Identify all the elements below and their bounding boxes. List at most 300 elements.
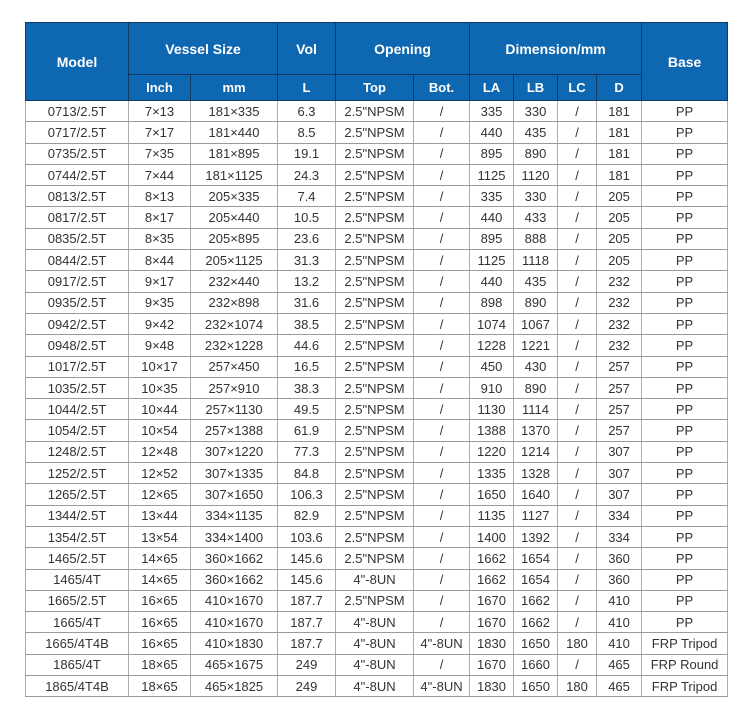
cell-vol: 7.4 [278, 186, 336, 207]
cell-mm: 205×440 [191, 207, 278, 228]
cell-inch: 7×44 [129, 164, 191, 185]
cell-d: 205 [597, 228, 642, 249]
cell-lc: / [558, 420, 597, 441]
cell-model: 0717/2.5T [26, 122, 129, 143]
cell-vol: 249 [278, 654, 336, 675]
cell-model: 1017/2.5T [26, 356, 129, 377]
cell-mm: 232×1228 [191, 335, 278, 356]
cell-vol: 6.3 [278, 101, 336, 122]
cell-inch: 8×35 [129, 228, 191, 249]
cell-lc: / [558, 526, 597, 547]
cell-bot: / [414, 356, 470, 377]
subheader-bot: Bot. [414, 75, 470, 101]
cell-mm: 205×895 [191, 228, 278, 249]
cell-la: 440 [470, 122, 514, 143]
table-row [26, 101, 728, 122]
cell-lb: 890 [514, 292, 558, 313]
cell-mm: 257×1130 [191, 399, 278, 420]
cell-inch: 14×65 [129, 569, 191, 590]
cell-top: 2.5"NPSM [336, 164, 414, 185]
cell-mm: 307×1220 [191, 441, 278, 462]
cell-lc: / [558, 292, 597, 313]
cell-d: 410 [597, 590, 642, 611]
table-row [26, 633, 728, 654]
cell-la: 335 [470, 101, 514, 122]
cell-vol: 23.6 [278, 228, 336, 249]
cell-bot: / [414, 207, 470, 228]
cell-lc: / [558, 463, 597, 484]
cell-inch: 16×65 [129, 633, 191, 654]
cell-vol: 44.6 [278, 335, 336, 356]
table-row [26, 313, 728, 334]
cell-d: 205 [597, 250, 642, 271]
cell-base: PP [642, 164, 728, 185]
cell-top: 2.5"NPSM [336, 420, 414, 441]
cell-inch: 9×17 [129, 271, 191, 292]
cell-inch: 7×13 [129, 101, 191, 122]
table-row [26, 164, 728, 185]
cell-top: 2.5"NPSM [336, 526, 414, 547]
cell-mm: 232×1074 [191, 313, 278, 334]
cell-inch: 9×35 [129, 292, 191, 313]
cell-top: 2.5"NPSM [336, 356, 414, 377]
table-row [26, 463, 728, 484]
cell-la: 1662 [470, 548, 514, 569]
cell-la: 1670 [470, 654, 514, 675]
cell-bot: / [414, 313, 470, 334]
cell-mm: 360×1662 [191, 548, 278, 569]
cell-d: 181 [597, 164, 642, 185]
cell-lc: / [558, 164, 597, 185]
cell-la: 335 [470, 186, 514, 207]
table-row [26, 441, 728, 462]
cell-inch: 14×65 [129, 548, 191, 569]
cell-top: 2.5"NPSM [336, 590, 414, 611]
table-row [26, 676, 728, 697]
cell-vol: 19.1 [278, 143, 336, 164]
cell-base: PP [642, 484, 728, 505]
cell-vol: 249 [278, 676, 336, 697]
cell-lc: / [558, 250, 597, 271]
cell-vol: 145.6 [278, 569, 336, 590]
cell-vol: 187.7 [278, 633, 336, 654]
cell-d: 232 [597, 313, 642, 334]
cell-mm: 232×440 [191, 271, 278, 292]
cell-la: 440 [470, 207, 514, 228]
cell-model: 1248/2.5T [26, 441, 129, 462]
cell-vol: 77.3 [278, 441, 336, 462]
cell-model: 0817/2.5T [26, 207, 129, 228]
cell-d: 257 [597, 420, 642, 441]
cell-la: 1830 [470, 676, 514, 697]
cell-lb: 430 [514, 356, 558, 377]
cell-vol: 31.3 [278, 250, 336, 271]
table-row [26, 271, 728, 292]
table-row [26, 420, 728, 441]
cell-top: 2.5"NPSM [336, 271, 414, 292]
cell-vol: 61.9 [278, 420, 336, 441]
cell-lb: 1654 [514, 548, 558, 569]
cell-mm: 307×1650 [191, 484, 278, 505]
cell-model: 1665/4T [26, 612, 129, 633]
table-row [26, 377, 728, 398]
cell-bot: 4"-8UN [414, 676, 470, 697]
cell-lc: / [558, 548, 597, 569]
table-row [26, 484, 728, 505]
cell-d: 257 [597, 399, 642, 420]
cell-base: PP [642, 356, 728, 377]
cell-inch: 12×52 [129, 463, 191, 484]
cell-lb: 888 [514, 228, 558, 249]
cell-base: PP [642, 122, 728, 143]
cell-model: 1865/4T [26, 654, 129, 675]
cell-model: 0844/2.5T [26, 250, 129, 271]
cell-model: 1354/2.5T [26, 526, 129, 547]
subheader-top: Top [336, 75, 414, 101]
cell-mm: 257×910 [191, 377, 278, 398]
cell-model: 0735/2.5T [26, 143, 129, 164]
cell-inch: 8×17 [129, 207, 191, 228]
table-row [26, 399, 728, 420]
cell-la: 1074 [470, 313, 514, 334]
cell-mm: 410×1670 [191, 590, 278, 611]
cell-mm: 257×450 [191, 356, 278, 377]
cell-d: 181 [597, 101, 642, 122]
cell-lc: / [558, 441, 597, 462]
cell-top: 2.5"NPSM [336, 122, 414, 143]
cell-vol: 84.8 [278, 463, 336, 484]
cell-lc: / [558, 654, 597, 675]
cell-mm: 307×1335 [191, 463, 278, 484]
cell-inch: 18×65 [129, 654, 191, 675]
cell-vol: 187.7 [278, 590, 336, 611]
header-vessel-size: Vessel Size [129, 23, 278, 75]
table-row [26, 569, 728, 590]
cell-vol: 16.5 [278, 356, 336, 377]
table-row [26, 356, 728, 377]
cell-lc: / [558, 612, 597, 633]
cell-base: FRP Tripod [642, 676, 728, 697]
cell-lc: / [558, 207, 597, 228]
cell-d: 307 [597, 463, 642, 484]
cell-lc: / [558, 377, 597, 398]
cell-bot: / [414, 420, 470, 441]
cell-la: 1135 [470, 505, 514, 526]
cell-mm: 334×1400 [191, 526, 278, 547]
table-row [26, 590, 728, 611]
cell-d: 334 [597, 526, 642, 547]
cell-base: PP [642, 526, 728, 547]
cell-d: 410 [597, 612, 642, 633]
cell-base: PP [642, 250, 728, 271]
cell-lb: 1067 [514, 313, 558, 334]
cell-lb: 433 [514, 207, 558, 228]
table-header [26, 23, 728, 101]
header-row-groups [26, 23, 728, 75]
cell-vol: 8.5 [278, 122, 336, 143]
cell-la: 1388 [470, 420, 514, 441]
cell-la: 1335 [470, 463, 514, 484]
vessel-spec-table-container [25, 22, 728, 697]
cell-lb: 435 [514, 122, 558, 143]
cell-bot: / [414, 377, 470, 398]
cell-bot: / [414, 548, 470, 569]
cell-lc: / [558, 122, 597, 143]
subheader-inch: Inch [129, 75, 191, 101]
cell-base: PP [642, 399, 728, 420]
table-row [26, 228, 728, 249]
cell-lb: 1640 [514, 484, 558, 505]
cell-mm: 205×1125 [191, 250, 278, 271]
cell-top: 2.5"NPSM [336, 441, 414, 462]
cell-lc: / [558, 335, 597, 356]
cell-top: 2.5"NPSM [336, 484, 414, 505]
cell-d: 232 [597, 292, 642, 313]
cell-bot: / [414, 186, 470, 207]
cell-d: 307 [597, 441, 642, 462]
cell-inch: 9×42 [129, 313, 191, 334]
cell-la: 1662 [470, 569, 514, 590]
cell-top: 4"-8UN [336, 569, 414, 590]
table-row [26, 250, 728, 271]
cell-bot: / [414, 526, 470, 547]
cell-bot: / [414, 612, 470, 633]
cell-inch: 7×17 [129, 122, 191, 143]
cell-top: 4"-8UN [336, 612, 414, 633]
cell-lb: 435 [514, 271, 558, 292]
table-row [26, 292, 728, 313]
cell-top: 4"-8UN [336, 654, 414, 675]
cell-lc: / [558, 313, 597, 334]
cell-lb: 1118 [514, 250, 558, 271]
cell-vol: 31.6 [278, 292, 336, 313]
cell-d: 307 [597, 484, 642, 505]
cell-vol: 106.3 [278, 484, 336, 505]
cell-inch: 10×54 [129, 420, 191, 441]
cell-model: 1265/2.5T [26, 484, 129, 505]
table-row [26, 505, 728, 526]
cell-bot: / [414, 271, 470, 292]
cell-la: 1125 [470, 250, 514, 271]
cell-bot: / [414, 441, 470, 462]
cell-vol: 10.5 [278, 207, 336, 228]
cell-top: 2.5"NPSM [336, 313, 414, 334]
cell-model: 0935/2.5T [26, 292, 129, 313]
cell-lb: 1650 [514, 676, 558, 697]
cell-inch: 13×44 [129, 505, 191, 526]
cell-base: PP [642, 548, 728, 569]
cell-base: PP [642, 271, 728, 292]
cell-lb: 1392 [514, 526, 558, 547]
cell-lb: 1221 [514, 335, 558, 356]
cell-d: 334 [597, 505, 642, 526]
cell-la: 1670 [470, 612, 514, 633]
cell-la: 1400 [470, 526, 514, 547]
cell-model: 0835/2.5T [26, 228, 129, 249]
cell-vol: 103.6 [278, 526, 336, 547]
cell-lb: 890 [514, 377, 558, 398]
cell-bot: / [414, 292, 470, 313]
cell-bot: / [414, 505, 470, 526]
cell-base: PP [642, 292, 728, 313]
cell-top: 2.5"NPSM [336, 207, 414, 228]
cell-mm: 181×895 [191, 143, 278, 164]
cell-la: 1228 [470, 335, 514, 356]
table-row [26, 526, 728, 547]
cell-d: 232 [597, 271, 642, 292]
cell-top: 2.5"NPSM [336, 548, 414, 569]
cell-lb: 1214 [514, 441, 558, 462]
cell-inch: 13×54 [129, 526, 191, 547]
cell-bot: / [414, 654, 470, 675]
cell-mm: 181×335 [191, 101, 278, 122]
cell-mm: 410×1670 [191, 612, 278, 633]
cell-bot: / [414, 590, 470, 611]
cell-base: PP [642, 420, 728, 441]
cell-mm: 257×1388 [191, 420, 278, 441]
cell-model: 1252/2.5T [26, 463, 129, 484]
cell-model: 1344/2.5T [26, 505, 129, 526]
header-row-subcolumns [26, 75, 728, 101]
cell-vol: 49.5 [278, 399, 336, 420]
cell-d: 465 [597, 676, 642, 697]
cell-base: PP [642, 441, 728, 462]
cell-vol: 145.6 [278, 548, 336, 569]
cell-base: FRP Round [642, 654, 728, 675]
cell-la: 1670 [470, 590, 514, 611]
cell-lb: 1650 [514, 633, 558, 654]
cell-bot: / [414, 122, 470, 143]
cell-model: 0942/2.5T [26, 313, 129, 334]
cell-d: 360 [597, 569, 642, 590]
cell-lc: 180 [558, 676, 597, 697]
cell-model: 0744/2.5T [26, 164, 129, 185]
cell-lc: 180 [558, 633, 597, 654]
cell-base: FRP Tripod [642, 633, 728, 654]
cell-model: 1665/4T4B [26, 633, 129, 654]
cell-d: 181 [597, 143, 642, 164]
cell-base: PP [642, 186, 728, 207]
cell-mm: 181×1125 [191, 164, 278, 185]
cell-top: 2.5"NPSM [336, 335, 414, 356]
cell-d: 181 [597, 122, 642, 143]
cell-d: 257 [597, 377, 642, 398]
cell-bot: / [414, 335, 470, 356]
cell-base: PP [642, 377, 728, 398]
cell-mm: 232×898 [191, 292, 278, 313]
cell-inch: 16×65 [129, 612, 191, 633]
cell-vol: 82.9 [278, 505, 336, 526]
table-body [26, 101, 728, 697]
cell-mm: 465×1675 [191, 654, 278, 675]
table-row [26, 612, 728, 633]
cell-top: 2.5"NPSM [336, 505, 414, 526]
cell-lb: 1127 [514, 505, 558, 526]
cell-lb: 1662 [514, 590, 558, 611]
cell-base: PP [642, 228, 728, 249]
subheader-mm: mm [191, 75, 278, 101]
cell-mm: 410×1830 [191, 633, 278, 654]
cell-la: 450 [470, 356, 514, 377]
cell-la: 1650 [470, 484, 514, 505]
cell-d: 205 [597, 207, 642, 228]
table-row [26, 207, 728, 228]
cell-base: PP [642, 143, 728, 164]
cell-lb: 1662 [514, 612, 558, 633]
cell-bot: / [414, 484, 470, 505]
cell-top: 2.5"NPSM [336, 250, 414, 271]
cell-model: 1665/2.5T [26, 590, 129, 611]
cell-la: 1125 [470, 164, 514, 185]
table-row [26, 335, 728, 356]
cell-top: 2.5"NPSM [336, 186, 414, 207]
cell-top: 2.5"NPSM [336, 377, 414, 398]
cell-lc: / [558, 186, 597, 207]
cell-inch: 16×65 [129, 590, 191, 611]
cell-bot: / [414, 228, 470, 249]
cell-inch: 7×35 [129, 143, 191, 164]
table-row [26, 654, 728, 675]
cell-la: 910 [470, 377, 514, 398]
cell-vol: 24.3 [278, 164, 336, 185]
cell-top: 2.5"NPSM [336, 399, 414, 420]
cell-lc: / [558, 228, 597, 249]
cell-model: 1465/4T [26, 569, 129, 590]
cell-bot: / [414, 143, 470, 164]
cell-inch: 12×48 [129, 441, 191, 462]
cell-inch: 9×48 [129, 335, 191, 356]
cell-top: 4"-8UN [336, 676, 414, 697]
cell-bot: / [414, 164, 470, 185]
cell-base: PP [642, 101, 728, 122]
cell-lb: 1370 [514, 420, 558, 441]
cell-top: 2.5"NPSM [336, 228, 414, 249]
cell-bot: / [414, 250, 470, 271]
cell-vol: 13.2 [278, 271, 336, 292]
subheader-lc: LC [558, 75, 597, 101]
cell-mm: 205×335 [191, 186, 278, 207]
cell-lb: 330 [514, 101, 558, 122]
cell-mm: 465×1825 [191, 676, 278, 697]
cell-lc: / [558, 143, 597, 164]
cell-inch: 10×35 [129, 377, 191, 398]
vessel-spec-table [25, 22, 728, 697]
cell-d: 232 [597, 335, 642, 356]
cell-vol: 38.5 [278, 313, 336, 334]
header-opening: Opening [336, 23, 470, 75]
cell-lc: / [558, 505, 597, 526]
cell-lc: / [558, 569, 597, 590]
cell-base: PP [642, 463, 728, 484]
cell-inch: 8×13 [129, 186, 191, 207]
cell-model: 1465/2.5T [26, 548, 129, 569]
cell-base: PP [642, 335, 728, 356]
cell-inch: 10×17 [129, 356, 191, 377]
header-base: Base [642, 23, 728, 101]
cell-top: 2.5"NPSM [336, 292, 414, 313]
cell-top: 2.5"NPSM [336, 101, 414, 122]
cell-top: 2.5"NPSM [336, 143, 414, 164]
cell-lc: / [558, 590, 597, 611]
cell-base: PP [642, 313, 728, 334]
cell-base: PP [642, 612, 728, 633]
cell-bot: 4"-8UN [414, 633, 470, 654]
cell-d: 205 [597, 186, 642, 207]
cell-la: 440 [470, 271, 514, 292]
subheader-liters: L [278, 75, 336, 101]
cell-base: PP [642, 569, 728, 590]
cell-mm: 181×440 [191, 122, 278, 143]
